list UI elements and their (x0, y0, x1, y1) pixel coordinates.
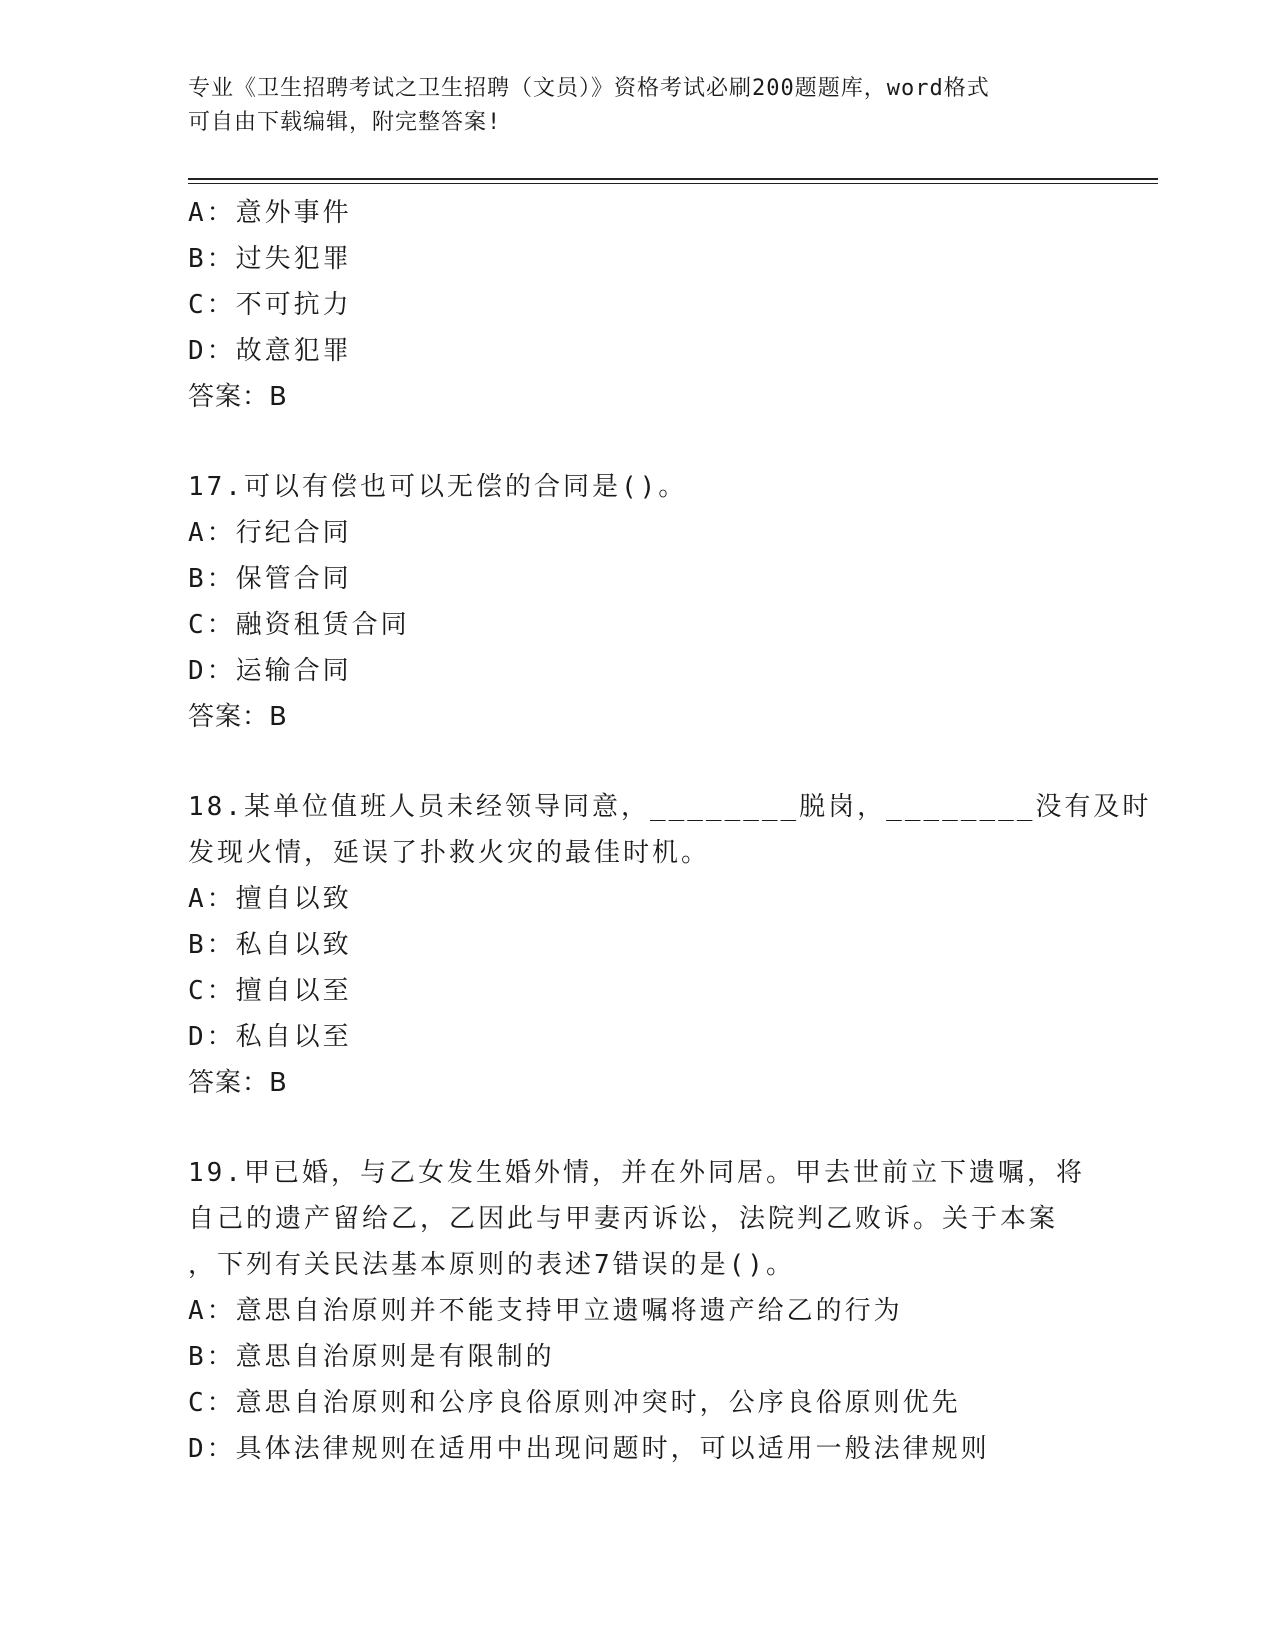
question-16-continued (188, 190, 1088, 420)
option-a: A：意外事件 (188, 198, 352, 228)
question-17 (188, 464, 1088, 740)
answer-line: 答案：B (188, 382, 288, 412)
option-b: B：私自以致 (188, 930, 352, 960)
option-b: B：保管合同 (188, 564, 352, 594)
option-c: C：不可抗力 (188, 290, 352, 320)
header-line-1: 专业《卫生招聘考试之卫生招聘（文员）》资格考试必刷200题题库，word格式 (188, 76, 990, 101)
header-line-2: 可自由下载编辑，附完整答案! (188, 110, 502, 135)
question-19 (188, 1150, 1088, 1472)
question-list (188, 190, 1152, 1516)
answer-line: 答案：B (188, 1068, 288, 1098)
header-divider (188, 178, 1158, 184)
stem-line: 18.某单位值班人员未经领导同意，________脱岗，________没有及时 (188, 792, 1152, 822)
stem-line: 自己的遗产留给乙，乙因此与甲妻丙诉讼，法院判乙败诉。关于本案 (188, 1204, 1059, 1234)
question-stem (188, 464, 1088, 510)
question-stem (188, 784, 1152, 876)
option-d: D：具体法律规则在适用中出现问题时，可以适用一般法律规则 (188, 1434, 990, 1464)
option-d: D：运输合同 (188, 656, 352, 686)
option-b: B：过失犯罪 (188, 244, 352, 274)
question-18 (188, 784, 1152, 1106)
document-header (188, 72, 1068, 140)
stem-line: 17.可以有偿也可以无偿的合同是()。 (188, 472, 688, 502)
option-a: A：意思自治原则并不能支持甲立遗嘱将遗产给乙的行为 (188, 1296, 903, 1326)
option-c: C：融资租赁合同 (188, 610, 410, 640)
stem-line: 19.甲已婚，与乙女发生婚外情，并在外同居。甲去世前立下遗嘱，将 (188, 1158, 1085, 1188)
stem-line: 发现火情，延误了扑救火灾的最佳时机。 (188, 838, 711, 868)
option-c: C：意思自治原则和公序良俗原则冲突时，公序良俗原则优先 (188, 1388, 961, 1418)
option-b: B：意思自治原则是有限制的 (188, 1342, 555, 1372)
option-a: A：擅自以致 (188, 884, 352, 914)
option-c: C：擅自以至 (188, 976, 352, 1006)
option-d: D：故意犯罪 (188, 336, 352, 366)
stem-line: ，下列有关民法基本原则的表述7错误的是()。 (188, 1250, 795, 1280)
option-a: A：行纪合同 (188, 518, 352, 548)
option-d: D：私自以至 (188, 1022, 352, 1052)
question-stem (188, 1150, 1088, 1288)
answer-line: 答案：B (188, 702, 288, 732)
